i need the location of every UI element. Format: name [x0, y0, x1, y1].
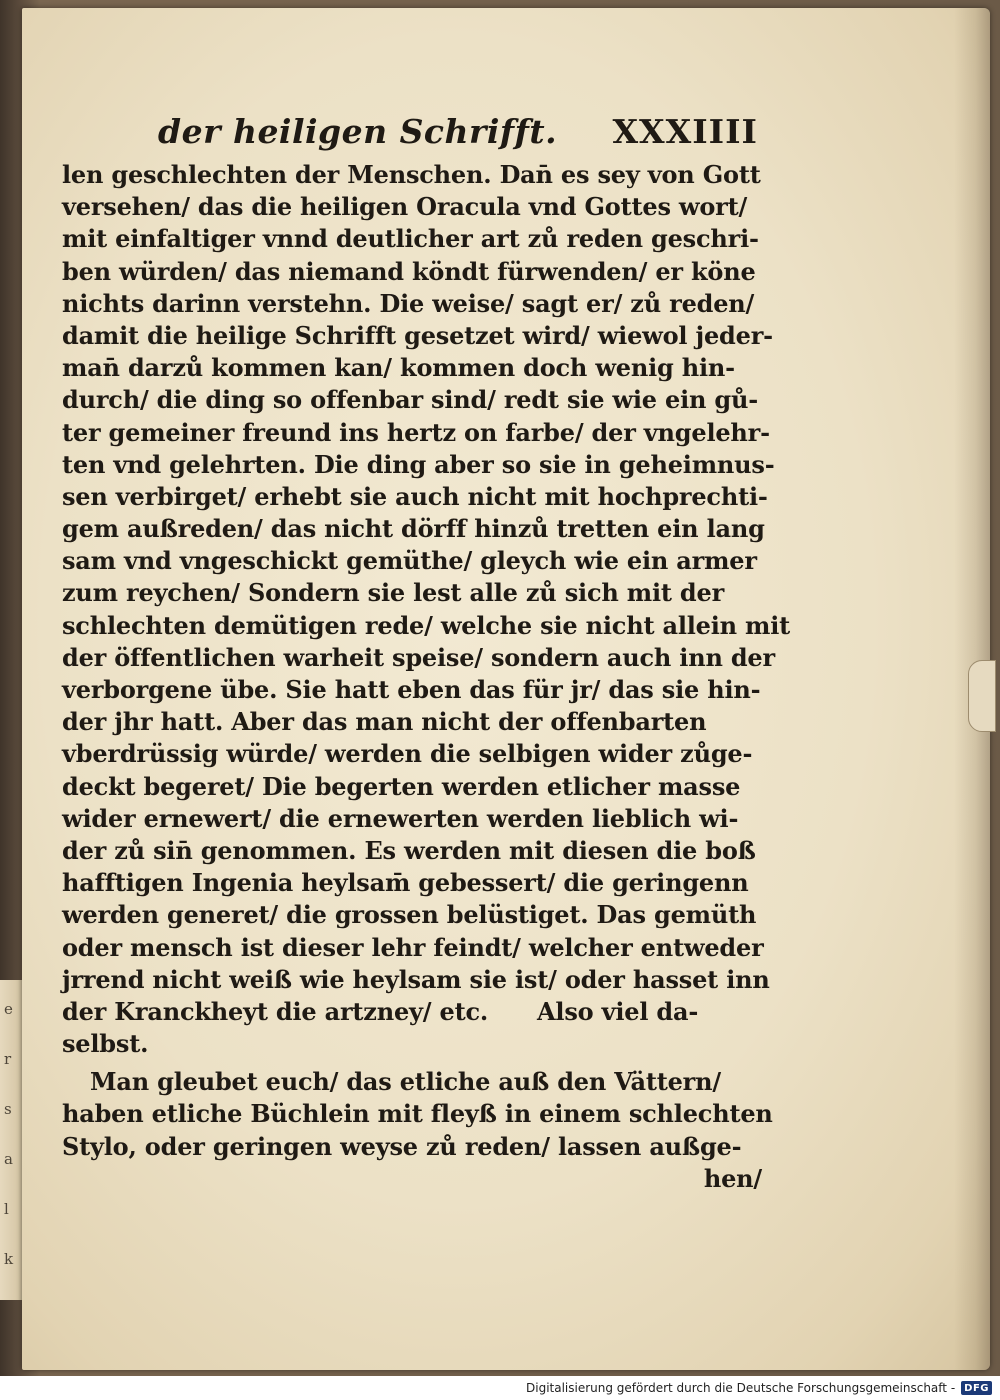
text-line: zum reychen/ Sondern sie lest alle zů sich mit der [62, 578, 725, 608]
adjacent-page-fragment: e [4, 1000, 13, 1018]
adjacent-page-fragment: s [4, 1100, 12, 1118]
text-line: nichts darinn verstehn. Die weise/ sagt er/ zů reden/ [62, 288, 755, 318]
text-line: hafftigen Ingenia heylsam̄ gebessert/ die geringenn [62, 868, 749, 898]
folio-number: XXXIIII [612, 112, 758, 151]
text-line: len geschlechten der Menschen. Dan̄ es sey von Gott [62, 160, 761, 189]
text-line: haben etliche Büchlein mit fleyß in einem schlechten [62, 1099, 773, 1129]
paragraph-1 [62, 159, 791, 1060]
text-line: mit einfaltiger vnnd deutlicher art zů reden geschri- [62, 224, 759, 254]
adjacent-page-fragment: l [4, 1200, 9, 1218]
text-line: verborgene übe. Sie hatt eben das für jr/ das sie hin- [62, 675, 761, 704]
text-line: durch/ die ding so offenbar sind/ redt sie wie ein gů- [62, 385, 759, 415]
text-line: ten vnd gelehrten. Die ding aber so sie in geheimnus- [62, 449, 775, 479]
running-header [158, 112, 758, 151]
text-line: man̄ darzů kommen kan/ kommen doch wenig hin- [62, 353, 735, 383]
adjacent-page-fragment: r [4, 1050, 12, 1068]
running-title: der heiligen Schrifft. [158, 112, 558, 151]
text-line: schlechten demütigen rede/ welche sie nicht allein mit [62, 610, 791, 640]
text-line: der öffentlichen warheit speise/ sondern auch inn der [62, 642, 775, 672]
text-line: sen verbirget/ erhebt sie auch nicht mit hochprechti- [62, 481, 768, 511]
adjacent-page-fragment: k [4, 1250, 14, 1268]
book-page [22, 8, 990, 1370]
text-line: der jhr hatt. Aber das man nicht der offenbarten [62, 707, 707, 737]
text-line: damit die heilige Schrifft gesetzet wird/ wiewol jeder- [62, 320, 773, 350]
text-line: gem außreden/ das nicht dörff hinzů tretten ein lang [62, 514, 765, 544]
text-line: Stylo, oder geringen weyse zů reden/ lassen außge- [62, 1131, 742, 1161]
adjacent-page-fragment: a [4, 1150, 13, 1168]
paragraph-2 [62, 1066, 773, 1195]
text-line: oder mensch ist dieser lehr feindt/ welcher entweder [62, 932, 764, 962]
text-line: ben würden/ das niemand köndt fürwenden/ er köne [62, 256, 756, 286]
catchword: hen/ [703, 1163, 762, 1193]
text-line: sam vnd vngeschickt gemüthe/ gleych wie ein armer [62, 546, 757, 576]
text-line: Man gleubet euch/ das etliche auß den Vättern/ [90, 1067, 721, 1097]
text-line: selbst. [62, 1029, 149, 1059]
clasp-tab [968, 660, 996, 732]
text-line: vberdrüssig würde/ werden die selbigen wider zůge- [62, 739, 753, 769]
text-line: jrrend nicht weiß wie heylsam sie ist/ oder hasset inn [62, 964, 770, 994]
text-line: ter gemeiner freund ins hertz on farbe/ der vngelehr- [62, 417, 770, 447]
text-line: der Kranckheyt die artzney/ etc. Also viel da- [62, 996, 699, 1026]
text-line: versehen/ das die heiligen Oracula vnd Gottes wort/ [62, 192, 748, 222]
footer-credit: Digitalisierung gefördert durch die Deutsche Forschungsgemeinschaft - [526, 1381, 956, 1395]
text-line: wider ernewert/ die ernewerten werden lieblich wi- [62, 803, 739, 833]
text-block [62, 112, 791, 1195]
text-line: der zů sin̄ genommen. Es werden mit diesen die boß [62, 835, 756, 865]
text-line: werden generet/ die grossen belüstiget. Das gemüth [62, 900, 757, 930]
text-line: deckt begeret/ Die begerten werden etlicher masse [62, 771, 741, 801]
dfg-logo-icon: DFG [961, 1381, 992, 1395]
digitization-footer [0, 1376, 1000, 1400]
